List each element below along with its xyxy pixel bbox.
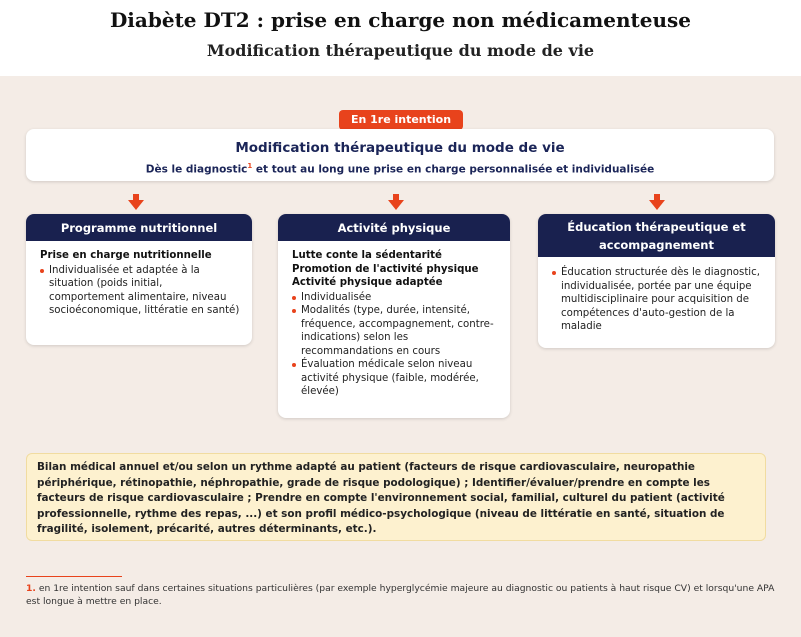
first-intention-tag: En 1re intention (339, 110, 463, 130)
column-body (26, 241, 252, 318)
bullet-list (292, 291, 498, 399)
column-body (278, 241, 510, 399)
arrow-down-icon (388, 200, 404, 210)
arrow-down-icon (128, 200, 144, 210)
column-physical-activity (278, 214, 510, 418)
column-heading: Éducation thérapeutique et accompagnement (538, 214, 775, 257)
footnote-number: 1. (26, 583, 36, 594)
column-heading: Activité physique (278, 214, 510, 241)
column-heading: Programme nutritionnel (26, 214, 252, 241)
column-nutrition (26, 214, 252, 345)
footnote-marker: 1 (247, 162, 253, 170)
list-item: Individualisée et adaptée à la situation (poids initial, comportement alimentaire, niveau socioéconomique, littératie en santé) (40, 264, 240, 318)
bullet-list (40, 264, 240, 318)
list-item: Éducation structurée dès le diagnostic, individualisée, portée par une équipe multidisciplinaire pour acquisition de compétences d'auto-gestion de la maladie (552, 266, 763, 334)
list-item: Évaluation médicale selon niveau activité physique (faible, modérée, élevée) (292, 358, 498, 399)
main-box-subtitle-end: et tout au long une prise en charge personnalisée et individualisée (252, 163, 655, 176)
footnote-text: en 1re intention sauf dans certaines situations particulières (par exemple hyperglycémie majeure au diagnostic ou patients à haut risque CV) et lorsqu'une APA est longue à mettre en place. (26, 583, 775, 607)
column-education (538, 214, 775, 348)
list-item: Individualisée (292, 291, 498, 305)
column-bold-line: Lutte conte la sédentarité (292, 250, 442, 261)
footnote (26, 583, 778, 608)
main-box-subtitle-start: Dès le diagnostic (145, 163, 248, 176)
footnote-divider (26, 576, 122, 577)
bullet-list (552, 266, 763, 334)
page-subtitle: Modification thérapeutique du mode de vie (206, 41, 595, 60)
main-box (26, 129, 774, 181)
arrow-down-icon (649, 200, 665, 210)
main-box-title: Modification thérapeutique du mode de vie (235, 140, 565, 156)
main-box-subtitle (26, 162, 774, 176)
column-body (538, 257, 775, 334)
page-title: Diabète DT2 : prise en charge non médicamenteuse (109, 8, 692, 32)
list-item: Modalités (type, durée, intensité, fréquence, accompagnement, contre-indications) selon les recommandations en cours (292, 304, 498, 358)
column-bold-line: Prise en charge nutritionnelle (40, 250, 212, 261)
medical-review-note: Bilan médical annuel et/ou selon un rythme adapté au patient (facteurs de risque cardiovasculaire, neuropathie périphérique, rétinopathie, néphropathie, grade de risque podologique) ; Identifier/évaluer/prendre en compte les facteurs de risque cardiovasculaire ; Prendre en compte l'environnement social, familial, culturel du patient (activité professionnelle, rythme des repas, ...) et son profil médico-psychologique (niveau de littératie en santé, situation de fragilité, isolement, précarité, autres déterminants, etc.). (26, 453, 766, 541)
column-bold-line: Promotion de l'activité physique (292, 263, 479, 275)
column-bold-line: Activité physique adaptée (292, 277, 443, 288)
